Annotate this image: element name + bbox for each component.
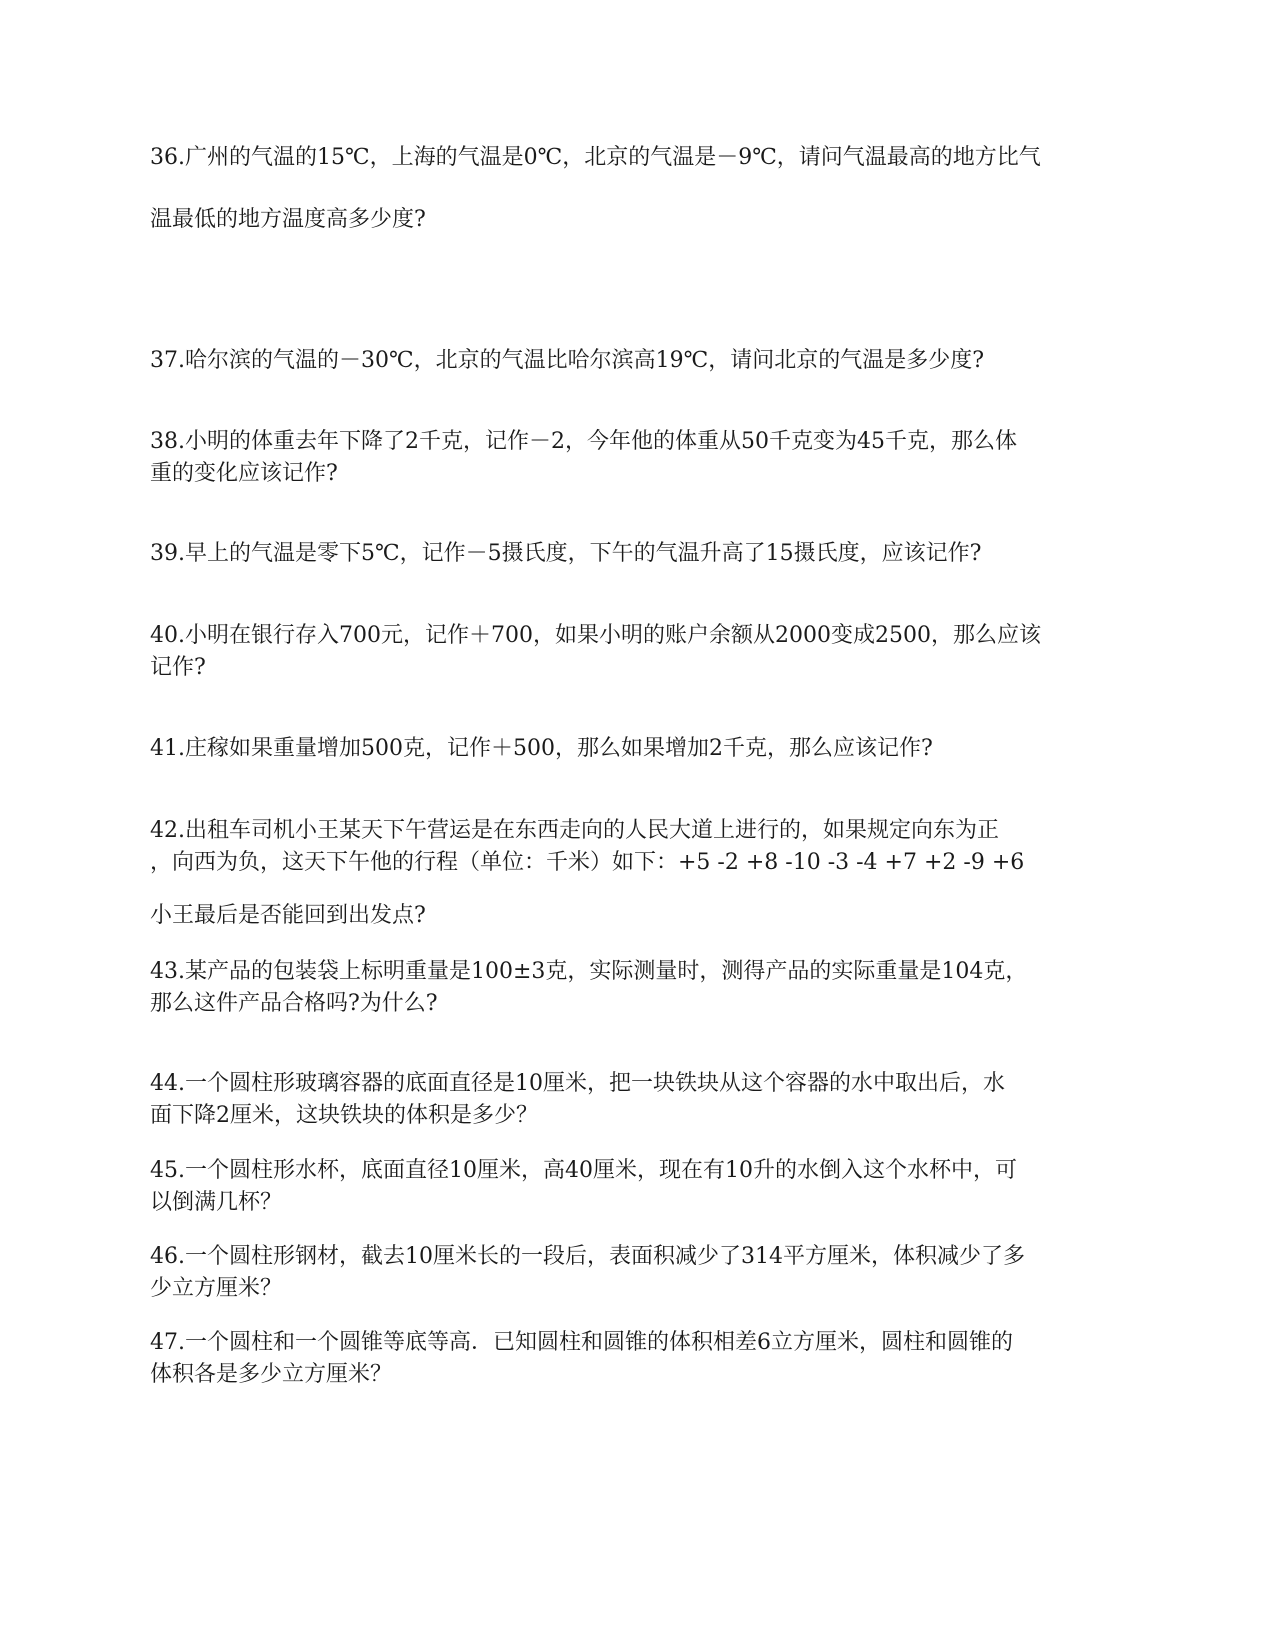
question-46-line-2: 少立方厘米？ [150, 1276, 283, 1301]
question-44-line-2: 面下降2厘米，这块铁块的体积是多少？ [150, 1103, 538, 1128]
question-42-line-2: ，向西为负，这天下午他的行程（单位：千米）如下：+5 -2 +8 -10 -3 -4 +7 +2 -9 +6 [150, 850, 1025, 875]
question-44-line-1: 44.一个圆柱形玻璃容器的底面直径是10厘米，把一块铁块从这个容器的水中取出后，水 [150, 1071, 1005, 1096]
question-41-line-1: 41.庄稼如果重量增加500克，记作＋500，那么如果增加2千克，那么应该记作? [150, 736, 933, 761]
question-40-line-1: 40.小明在银行存入700元，记作＋700，如果小明的账户余额从2000变成2500，那么应该 [150, 623, 1041, 648]
question-40-line-2: 记作? [150, 655, 206, 680]
question-47-line-2: 体积各是多少立方厘米？ [150, 1362, 393, 1387]
question-36-line-2: 温最低的地方温度高多少度? [150, 207, 426, 232]
question-37-line-1: 37.哈尔滨的气温的－30℃，北京的气温比哈尔滨高19℃，请问北京的气温是多少度? [150, 348, 984, 373]
question-36-line-1: 36.广州的气温的15℃，上海的气温是0℃，北京的气温是－9℃，请问气温最高的地方比气 [150, 145, 1041, 170]
question-38-line-2: 重的变化应该记作? [150, 461, 338, 486]
question-46-line-1: 46.一个圆柱形钢材，截去10厘米长的一段后，表面积减少了314平方厘米，体积减少了多 [150, 1244, 1025, 1269]
question-47-line-1: 47.一个圆柱和一个圆锥等底等高．已知圆柱和圆锥的体积相差6立方厘米，圆柱和圆锥的 [150, 1330, 1013, 1355]
question-45-line-2: 以倒满几杯？ [150, 1190, 283, 1215]
question-38-line-1: 38.小明的体重去年下降了2千克，记作－2，今年他的体重从50千克变为45千克，那么体 [150, 429, 1017, 454]
question-43-line-2: 那么这件产品合格吗?为什么? [150, 991, 438, 1016]
question-45-line-1: 45.一个圆柱形水杯，底面直径10厘米，高40厘米，现在有10升的水倒入这个水杯中，可 [150, 1158, 1017, 1183]
question-39-line-1: 39.早上的气温是零下5℃，记作－5摄氏度，下午的气温升高了15摄氏度，应该记作? [150, 541, 982, 566]
question-42-line-3: 小王最后是否能回到出发点? [150, 903, 426, 928]
question-42-line-1: 42.出租车司机小王某天下午营运是在东西走向的人民大道上进行的，如果规定向东为正 [150, 818, 999, 843]
question-43-line-1: 43.某产品的包装袋上标明重量是100±3克，实际测量时，测得产品的实际重量是104克， [150, 959, 1028, 984]
